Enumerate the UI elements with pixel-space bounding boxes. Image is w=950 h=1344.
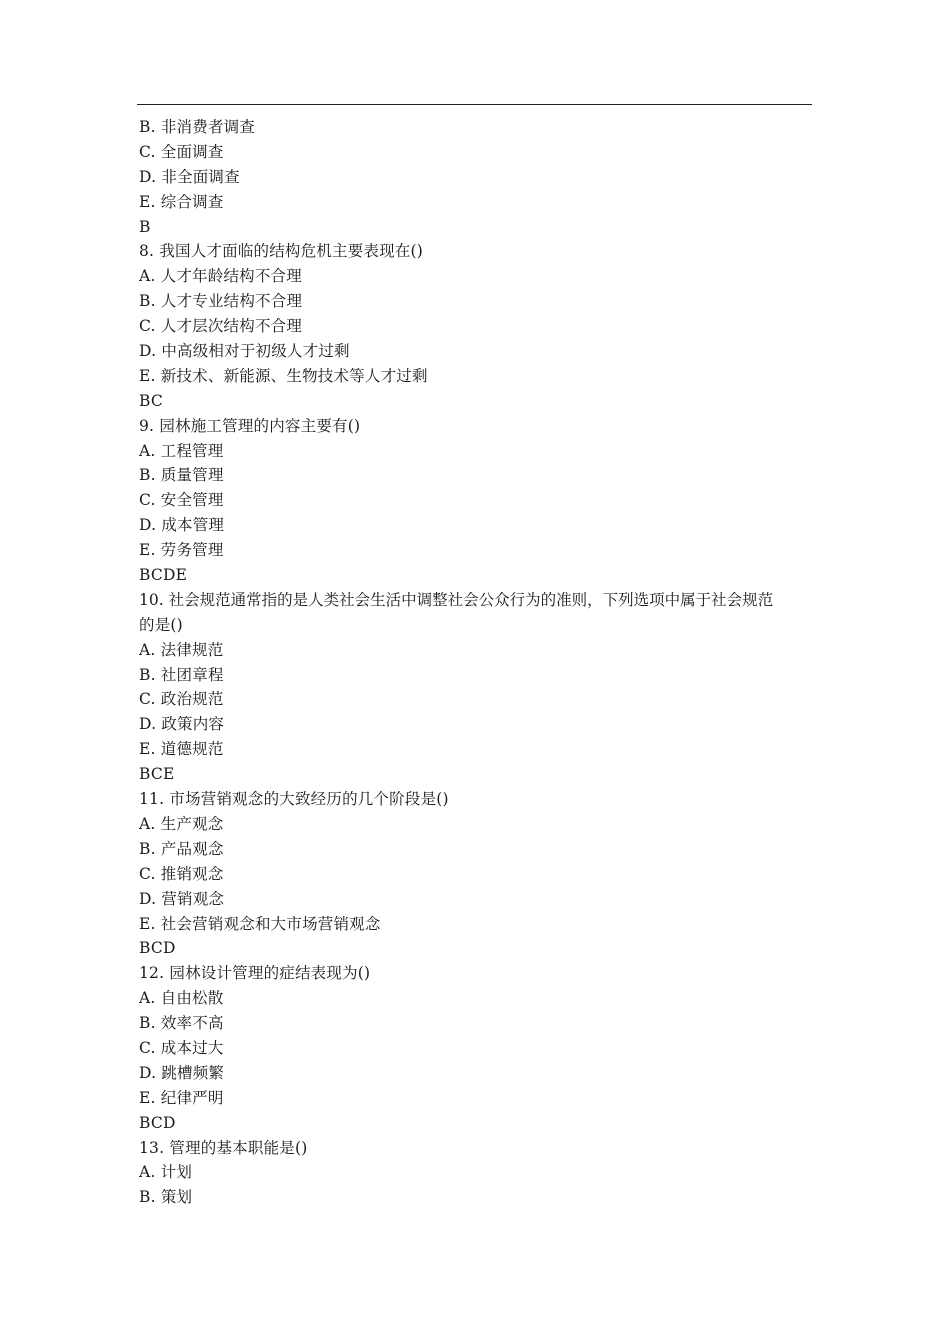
question-line: 9. 园林施工管理的内容主要有()	[139, 416, 361, 435]
header-rule	[137, 104, 812, 105]
option-line: C. 安全管理	[139, 491, 224, 510]
option-line: B. 效率不高	[139, 1014, 224, 1033]
option-line: E. 道德规范	[139, 740, 224, 759]
option-line: C. 政治规范	[139, 690, 224, 709]
option-line: A. 法律规范	[139, 640, 224, 659]
option-line: A. 生产观念	[139, 814, 224, 833]
question-line: 12. 园林设计管理的症结表现为()	[139, 964, 371, 983]
option-line: C. 推销观念	[139, 864, 224, 883]
option-line: A. 人才年龄结构不合理	[139, 267, 302, 286]
option-line: D. 营销观念	[139, 889, 225, 908]
option-line: E. 劳务管理	[139, 541, 224, 560]
option-line: C. 人才层次结构不合理	[139, 317, 303, 336]
option-line: D. 成本管理	[139, 516, 225, 535]
option-line: D. 跳槽频繁	[139, 1063, 225, 1082]
option-line: B. 人才专业结构不合理	[139, 292, 303, 311]
option-line: E. 社会营销观念和大市场营销观念	[139, 914, 381, 933]
answer-line: B	[139, 217, 151, 236]
answer-line: BC	[139, 391, 163, 410]
question-line: 8. 我国人才面临的结构危机主要表现在()	[139, 242, 424, 261]
option-line: D. 中高级相对于初级人才过剩	[139, 342, 350, 361]
answer-line: BCE	[139, 765, 175, 784]
option-line: B. 社团章程	[139, 665, 224, 684]
question-line: 13. 管理的基本职能是()	[139, 1138, 308, 1157]
option-line: E. 综合调查	[139, 192, 224, 211]
option-line: C. 全面调查	[139, 142, 224, 161]
answer-line: BCD	[139, 1113, 176, 1132]
option-line: B. 策划	[139, 1188, 193, 1207]
answer-line: BCD	[139, 939, 176, 958]
answer-line: BCDE	[139, 566, 188, 585]
option-line: E. 新技术、新能源、生物技术等人才过剩	[139, 366, 428, 385]
question-line: 10. 社会规范通常指的是人类社会生活中调整社会公众行为的准则，下列选项中属于社会规范	[139, 590, 774, 609]
option-line: E. 纪律严明	[139, 1088, 224, 1107]
option-line: B. 产品观念	[139, 839, 224, 858]
option-line: B. 质量管理	[139, 466, 224, 485]
option-line: D. 非全面调查	[139, 167, 240, 186]
option-line: B. 非消费者调查	[139, 118, 256, 136]
question-line-continued: 的是()	[139, 615, 183, 634]
option-line: C. 成本过大	[139, 1038, 224, 1057]
option-line: A. 工程管理	[139, 441, 224, 460]
option-line: D. 政策内容	[139, 715, 225, 734]
option-line: A. 自由松散	[139, 989, 224, 1008]
question-line: 11. 市场营销观念的大致经历的几个阶段是()	[139, 790, 449, 809]
option-line: A. 计划	[139, 1163, 193, 1182]
document-body	[139, 115, 811, 1210]
